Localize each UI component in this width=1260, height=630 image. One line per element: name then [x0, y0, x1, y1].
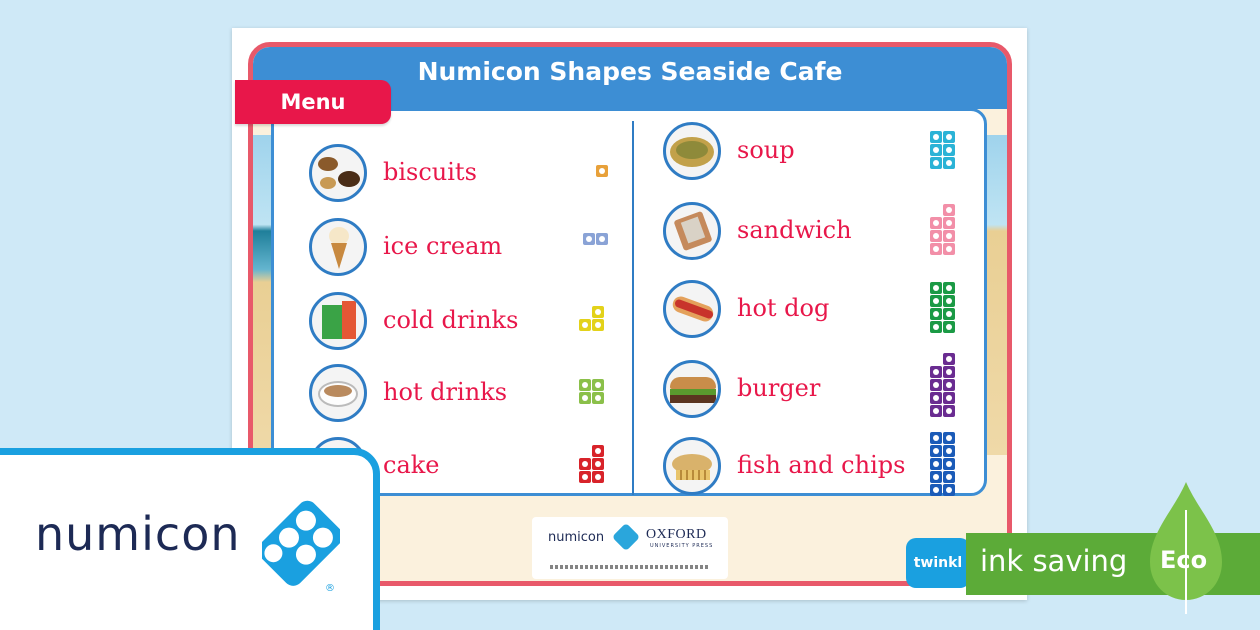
numicon-peg	[930, 321, 942, 333]
numicon-peg	[592, 445, 604, 457]
item-label: burger	[737, 374, 821, 402]
numicon-peg	[930, 157, 942, 169]
eco-word: Eco	[1160, 546, 1208, 574]
numicon-peg	[930, 282, 942, 294]
numicon-peg	[943, 144, 955, 156]
item-label: hot drinks	[383, 378, 508, 406]
sandwich-picture-icon	[663, 202, 721, 260]
numicon-peg	[943, 353, 955, 365]
ice-cream-picture-icon	[309, 218, 367, 276]
numicon-peg	[592, 319, 604, 331]
numicon-peg	[596, 165, 608, 177]
numicon-peg	[943, 204, 955, 216]
poster-title: Numicon Shapes Seaside Cafe	[417, 57, 843, 86]
menu-item-soup	[663, 122, 943, 180]
fine-print	[550, 565, 710, 569]
menu-tab-label: Menu	[280, 90, 346, 114]
numicon-peg	[930, 432, 942, 444]
numicon-peg	[592, 458, 604, 470]
numicon-peg	[592, 471, 604, 483]
menu-item-sandwich	[663, 202, 943, 260]
numicon-peg	[930, 484, 942, 496]
numicon-peg	[943, 458, 955, 470]
numicon-peg	[579, 471, 591, 483]
numicon-peg	[943, 230, 955, 242]
numicon-peg	[583, 233, 595, 245]
item-label: cold drinks	[383, 306, 519, 334]
beach-scene-right	[985, 135, 1007, 455]
numicon-peg	[943, 432, 955, 444]
numicon-peg	[943, 484, 955, 496]
numicon-peg	[943, 405, 955, 417]
numicon-peg	[930, 144, 942, 156]
numicon-peg	[579, 458, 591, 470]
item-label: biscuits	[383, 158, 477, 186]
cold-drinks-picture-icon	[309, 292, 367, 350]
publisher-logos	[532, 517, 728, 579]
numicon-peg	[943, 366, 955, 378]
ink-saving-text: ink saving	[980, 544, 1128, 578]
numicon-peg	[579, 379, 591, 391]
numicon-peg	[943, 217, 955, 229]
hot-dog-picture-icon	[663, 280, 721, 338]
numicon-peg	[943, 445, 955, 457]
item-label: fish and chips	[737, 451, 906, 479]
numicon-peg	[943, 157, 955, 169]
numicon-peg	[930, 230, 942, 242]
biscuits-picture-icon	[309, 144, 367, 202]
menu-tab	[235, 80, 391, 124]
menu-item-fish-and-chips	[663, 437, 943, 495]
numicon-peg	[592, 392, 604, 404]
registered-mark: ®	[325, 583, 335, 594]
numicon-peg	[943, 308, 955, 320]
numicon-wordmark: numicon	[35, 507, 241, 561]
numicon-peg	[596, 233, 608, 245]
numicon-peg	[592, 306, 604, 318]
numicon-peg	[943, 131, 955, 143]
numicon-peg	[943, 321, 955, 333]
oxford-subtitle: UNIVERSITY PRESS	[650, 543, 714, 549]
numicon-peg	[943, 243, 955, 255]
oxford-logo: OXFORD	[646, 527, 707, 542]
numicon-peg	[579, 392, 591, 404]
numicon-peg	[943, 282, 955, 294]
item-label: sandwich	[737, 216, 852, 244]
menu-item-hot-dog	[663, 280, 943, 338]
menu-item-ice-cream	[309, 218, 629, 276]
numicon-peg	[943, 471, 955, 483]
hot-drinks-picture-icon	[309, 364, 367, 422]
numicon-peg	[930, 392, 942, 404]
numicon-peg	[930, 295, 942, 307]
numicon-peg	[930, 243, 942, 255]
burger-picture-icon	[663, 360, 721, 418]
numicon-peg	[930, 445, 942, 457]
numicon-peg	[930, 405, 942, 417]
column-divider	[632, 121, 634, 495]
item-label: cake	[383, 451, 440, 479]
numicon-peg	[943, 295, 955, 307]
numicon-logo-icon	[262, 498, 340, 590]
item-label: ice cream	[383, 232, 503, 260]
numicon-peg	[943, 392, 955, 404]
numicon-peg	[930, 366, 942, 378]
item-label: soup	[737, 136, 795, 164]
twinkl-logo	[906, 538, 970, 588]
numicon-peg	[930, 308, 942, 320]
numicon-peg	[579, 319, 591, 331]
fish-and-chips-picture-icon	[663, 437, 721, 495]
item-label: hot dog	[737, 294, 830, 322]
numicon-peg	[930, 131, 942, 143]
numicon-small-logo: numicon	[548, 530, 605, 545]
numicon-peg	[943, 379, 955, 391]
numicon-peg	[930, 458, 942, 470]
numicon-mark-icon	[612, 523, 640, 551]
menu-item-burger	[663, 360, 943, 418]
numicon-peg	[930, 379, 942, 391]
numicon-peg	[930, 217, 942, 229]
twinkl-label: twinkl	[913, 555, 963, 571]
numicon-peg	[930, 471, 942, 483]
menu-item-biscuits	[309, 144, 629, 202]
soup-picture-icon	[663, 122, 721, 180]
numicon-peg	[592, 379, 604, 391]
